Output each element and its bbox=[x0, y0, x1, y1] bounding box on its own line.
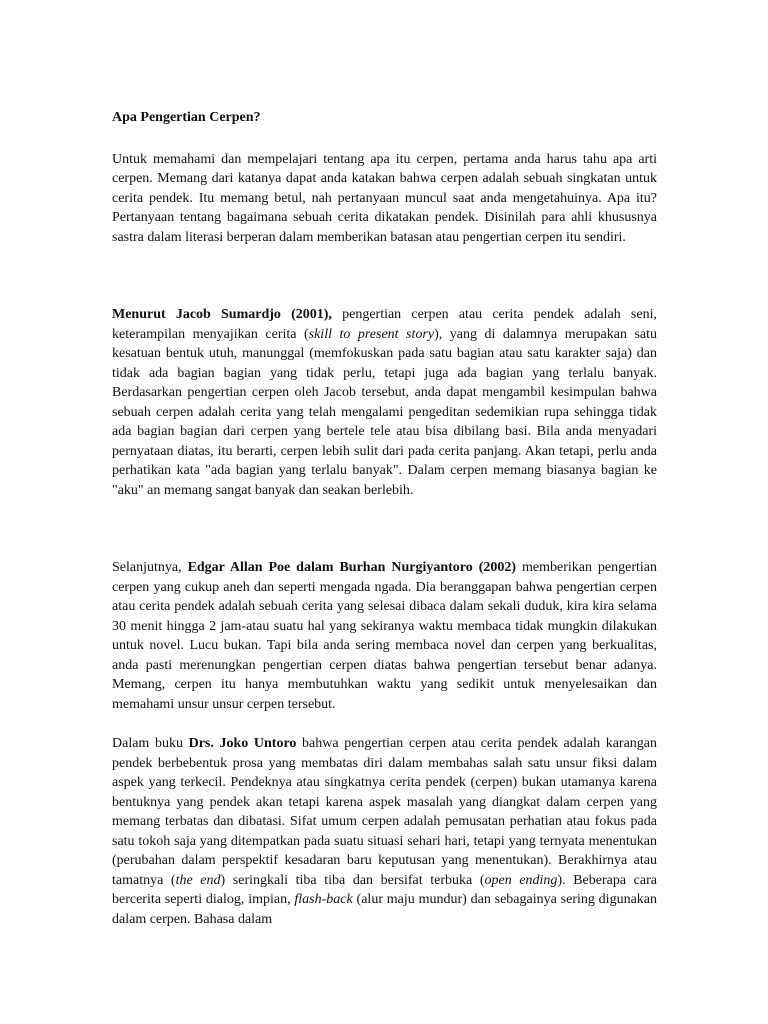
italic-term: flash-back bbox=[294, 892, 353, 907]
citation-edgar-allan-poe: Edgar Allan Poe dalam Burhan Nurgiyantoro (2002) bbox=[187, 560, 517, 575]
paragraph-text: Dalam buku bbox=[112, 736, 189, 751]
italic-term: the end bbox=[175, 872, 221, 888]
paragraph-edgar-allan-poe bbox=[112, 558, 657, 714]
italic-term: skill to present story bbox=[308, 326, 435, 342]
citation-jacob-sumardjo: Menurut Jacob Sumardjo (2001), bbox=[112, 307, 332, 322]
paragraph-text: ) seringkali tiba tiba dan bersifat terbuka ( bbox=[220, 872, 485, 888]
paragraph-text: (alur maju mundur) dan sebagainya sering digunakan dalam cerpen. Bahasa dalam bbox=[112, 892, 657, 927]
italic-term: open ending bbox=[484, 872, 558, 888]
paragraph-text: ), yang di dalamnya merupakan satu kesatuan bentuk utuh, manunggal (memfokuskan pada satu bagian atau satu karakter saja) dan tidak ada bagian bagian yang tidak perlu, tetapi juga ada bagian yang terlalu banyak. Berdasarkan pengertian cerpen oleh Jacob tersebut, anda dapat mengambil kesimpulan bahwa sebuah cerpen adalah cerita yang telah mengalami pengeditan sedemikian rupa sehingga tidak ada bagian bagian dari cerpen yang bertele tele atau bisa dibilang basi. Bila anda menyadari pernyataan diatas, itu berarti, cerpen lebih sulit dari pada cerita panjang. Akan tetapi, perlu anda perhatikan kata "ada bagian yang terlalu banyak". Dalam cerpen memang biasanya bagian ke "aku" an memang sangat banyak dan seakan berlebih. bbox=[112, 326, 657, 498]
paragraph-text: ). Beberapa cara bercerita seperti dialog, impian, bbox=[112, 872, 657, 907]
paragraph-jacob-sumardjo bbox=[112, 305, 657, 500]
paragraph-intro-text: Untuk memahami dan mempelajari tentang apa itu cerpen, pertama anda harus tahu apa arti cerpen. Memang dari katanya dapat anda katakan bahwa cerpen adalah sebuah singkatan untuk cerita pendek. Itu memang betul, nah pertanyaan muncul saat anda mengetahuinya. Apa itu? Pertanyaan tentang bagaimana sebuah cerita dikatakan pendek. Disinilah para ahli khususnya sastra dalam literasi berperan dalam memberikan batasan atau pengertian cerpen itu sendiri. bbox=[112, 151, 657, 245]
document-title: Apa Pengertian Cerpen? bbox=[112, 110, 261, 125]
document-body bbox=[112, 108, 657, 929]
paragraph-text: memberikan pengertian cerpen yang cukup aneh dan seperti mengada ngada. Dia beranggapan bahwa pengertian cerpen atau cerita pendek adalah sebuah cerita yang selesai dibaca dalam sekali duduk, kira kira selama 30 menit hingga 2 jam-atau suatu hal yang sekiranya waktu membaca tidak mungkin dilakukan untuk novel. Lucu bukan. Tapi bila anda sering membaca novel dan cerpen yang berkualitas, anda pasti merenungkan pengertian cerpen diatas bahwa pengertian tersebut benar adanya. Memang, cerpen itu hanya membutuhkan waktu yang sedikit untuk menyelesaikan dan memahami unsur unsur cerpen tersebut. bbox=[112, 560, 657, 712]
paragraph-text: pengertian cerpen atau cerita pendek adalah seni, keterampilan menyajikan cerita ( bbox=[112, 307, 657, 342]
paragraph-intro bbox=[112, 150, 657, 248]
paragraph-text: bahwa pengertian cerpen atau cerita pendek adalah karangan pendek berbebentuk prosa yang membatas diri dalam membahas salah satu unsur fiksi dalam aspek yang terkecil. Pendeknya atau singkatnya cerita pendek (cerpen) bukan utamanya karena bentuknya yang pendek akan tetapi karena aspek masalah yang diangkat dalam cerpen yang memang terbatas dan dibatasi. Sifat umum cerpen adalah pemusatan perhatian atau fokus pada satu tokoh saja yang ditempatkan pada suatu situasi sehari hari, tetapi yang ternyata menentukan (perubahan dalam perspektif kesadaran baru keputusan yang menentukan). Berakhirnya atau tamatnya ( bbox=[112, 736, 657, 888]
citation-joko-untoro: Drs. Joko Untoro bbox=[188, 736, 297, 751]
paragraph-text: Selanjutnya, bbox=[112, 560, 188, 575]
paragraph-joko-untoro bbox=[112, 734, 657, 929]
